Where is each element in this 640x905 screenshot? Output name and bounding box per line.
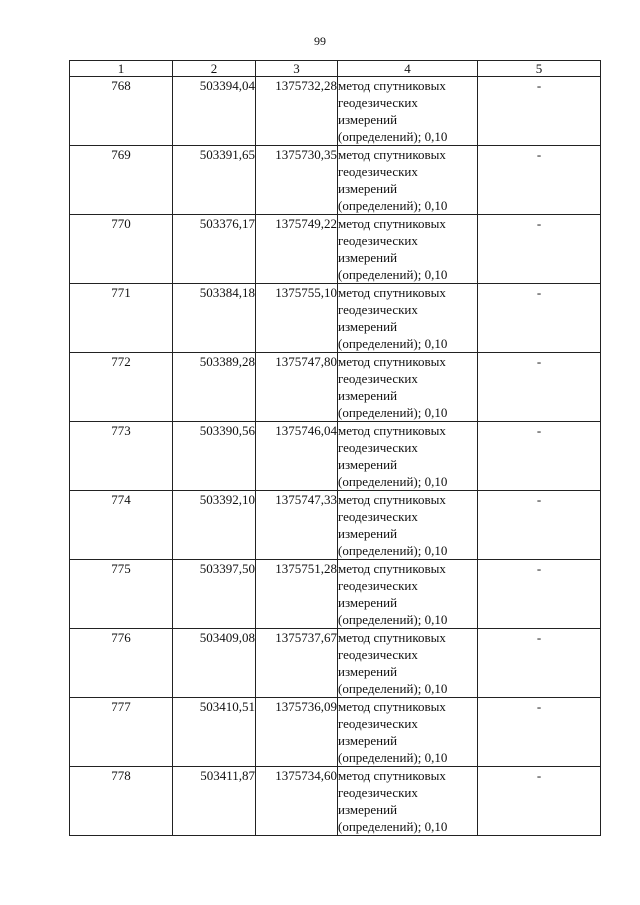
point-number-cell: 778	[70, 767, 173, 836]
method-line: измерений	[338, 112, 398, 127]
method-line: геодезических	[338, 440, 418, 455]
note-cell: -	[478, 422, 601, 491]
page-number: 99	[314, 34, 326, 48]
method-line: метод спутниковых	[338, 285, 446, 300]
column-header: 1	[70, 61, 173, 77]
y-coordinate-cell: 1375751,28	[256, 560, 338, 629]
method-line: метод спутниковых	[338, 561, 446, 576]
table-header-row	[70, 61, 601, 77]
method-line: измерений	[338, 526, 398, 541]
note-cell: -	[478, 353, 601, 422]
table-row	[70, 284, 601, 353]
method-line: геодезических	[338, 578, 418, 593]
y-coordinate-cell: 1375747,80	[256, 353, 338, 422]
method-line: (определений); 0,10	[338, 750, 448, 765]
point-number-cell: 775	[70, 560, 173, 629]
table-row	[70, 491, 601, 560]
method-cell	[338, 698, 478, 767]
method-line: измерений	[338, 388, 398, 403]
method-line: метод спутниковых	[338, 492, 446, 507]
note-cell: -	[478, 215, 601, 284]
method-line: измерений	[338, 595, 398, 610]
note-cell: -	[478, 629, 601, 698]
y-coordinate-cell: 1375732,28	[256, 77, 338, 146]
method-line: геодезических	[338, 302, 418, 317]
method-line: (определений); 0,10	[338, 474, 448, 489]
table-row	[70, 77, 601, 146]
method-line: метод спутниковых	[338, 354, 446, 369]
method-cell	[338, 422, 478, 491]
point-number-cell: 773	[70, 422, 173, 491]
note-cell: -	[478, 284, 601, 353]
method-line: (определений); 0,10	[338, 681, 448, 696]
method-line: геодезических	[338, 509, 418, 524]
y-coordinate-cell: 1375755,10	[256, 284, 338, 353]
method-cell	[338, 215, 478, 284]
method-line: геодезических	[338, 371, 418, 386]
point-number-cell: 768	[70, 77, 173, 146]
note-cell: -	[478, 767, 601, 836]
table-row	[70, 698, 601, 767]
method-line: метод спутниковых	[338, 423, 446, 438]
method-cell	[338, 146, 478, 215]
point-number-cell: 771	[70, 284, 173, 353]
method-line: метод спутниковых	[338, 768, 446, 783]
x-coordinate-cell: 503411,87	[173, 767, 256, 836]
method-line: метод спутниковых	[338, 699, 446, 714]
method-line: геодезических	[338, 647, 418, 662]
column-header: 2	[173, 61, 256, 77]
y-coordinate-cell: 1375749,22	[256, 215, 338, 284]
y-coordinate-cell: 1375730,35	[256, 146, 338, 215]
note-cell: -	[478, 146, 601, 215]
x-coordinate-cell: 503384,18	[173, 284, 256, 353]
point-number-cell: 770	[70, 215, 173, 284]
table-row	[70, 629, 601, 698]
y-coordinate-cell: 1375737,67	[256, 629, 338, 698]
method-line: (определений); 0,10	[338, 543, 448, 558]
table-row	[70, 560, 601, 629]
y-coordinate-cell: 1375734,60	[256, 767, 338, 836]
method-line: метод спутниковых	[338, 216, 446, 231]
note-cell: -	[478, 560, 601, 629]
table-row	[70, 146, 601, 215]
table-row	[70, 422, 601, 491]
method-line: измерений	[338, 664, 398, 679]
point-number-cell: 772	[70, 353, 173, 422]
note-cell: -	[478, 77, 601, 146]
point-number-cell: 776	[70, 629, 173, 698]
point-number-cell: 774	[70, 491, 173, 560]
x-coordinate-cell: 503394,04	[173, 77, 256, 146]
method-line: (определений); 0,10	[338, 405, 448, 420]
point-number-cell: 777	[70, 698, 173, 767]
method-line: геодезических	[338, 785, 418, 800]
method-line: измерений	[338, 181, 398, 196]
method-line: метод спутниковых	[338, 147, 446, 162]
method-line: измерений	[338, 250, 398, 265]
method-line: (определений); 0,10	[338, 198, 448, 213]
x-coordinate-cell: 503391,65	[173, 146, 256, 215]
y-coordinate-cell: 1375736,09	[256, 698, 338, 767]
method-cell	[338, 629, 478, 698]
column-header: 4	[338, 61, 478, 77]
x-coordinate-cell: 503409,08	[173, 629, 256, 698]
note-cell: -	[478, 491, 601, 560]
method-line: геодезических	[338, 164, 418, 179]
method-cell	[338, 560, 478, 629]
x-coordinate-cell: 503397,50	[173, 560, 256, 629]
table-row	[70, 215, 601, 284]
column-header: 3	[256, 61, 338, 77]
method-line: измерений	[338, 733, 398, 748]
x-coordinate-cell: 503390,56	[173, 422, 256, 491]
point-number-cell: 769	[70, 146, 173, 215]
method-line: метод спутниковых	[338, 78, 446, 93]
method-line: (определений); 0,10	[338, 612, 448, 627]
method-cell	[338, 767, 478, 836]
method-line: геодезических	[338, 233, 418, 248]
method-line: измерений	[338, 457, 398, 472]
method-line: геодезических	[338, 716, 418, 731]
y-coordinate-cell: 1375746,04	[256, 422, 338, 491]
method-cell	[338, 77, 478, 146]
table-row	[70, 767, 601, 836]
method-line: метод спутниковых	[338, 630, 446, 645]
x-coordinate-cell: 503392,10	[173, 491, 256, 560]
method-cell	[338, 284, 478, 353]
x-coordinate-cell: 503389,28	[173, 353, 256, 422]
table-row	[70, 353, 601, 422]
method-line: (определений); 0,10	[338, 267, 448, 282]
x-coordinate-cell: 503376,17	[173, 215, 256, 284]
method-cell	[338, 491, 478, 560]
method-line: (определений); 0,10	[338, 819, 448, 834]
x-coordinate-cell: 503410,51	[173, 698, 256, 767]
note-cell: -	[478, 698, 601, 767]
method-line: (определений); 0,10	[338, 336, 448, 351]
method-line: измерений	[338, 802, 398, 817]
method-line: измерений	[338, 319, 398, 334]
y-coordinate-cell: 1375747,33	[256, 491, 338, 560]
method-line: (определений); 0,10	[338, 129, 448, 144]
coordinates-table	[69, 60, 601, 836]
method-line: геодезических	[338, 95, 418, 110]
column-header: 5	[478, 61, 601, 77]
method-cell	[338, 353, 478, 422]
